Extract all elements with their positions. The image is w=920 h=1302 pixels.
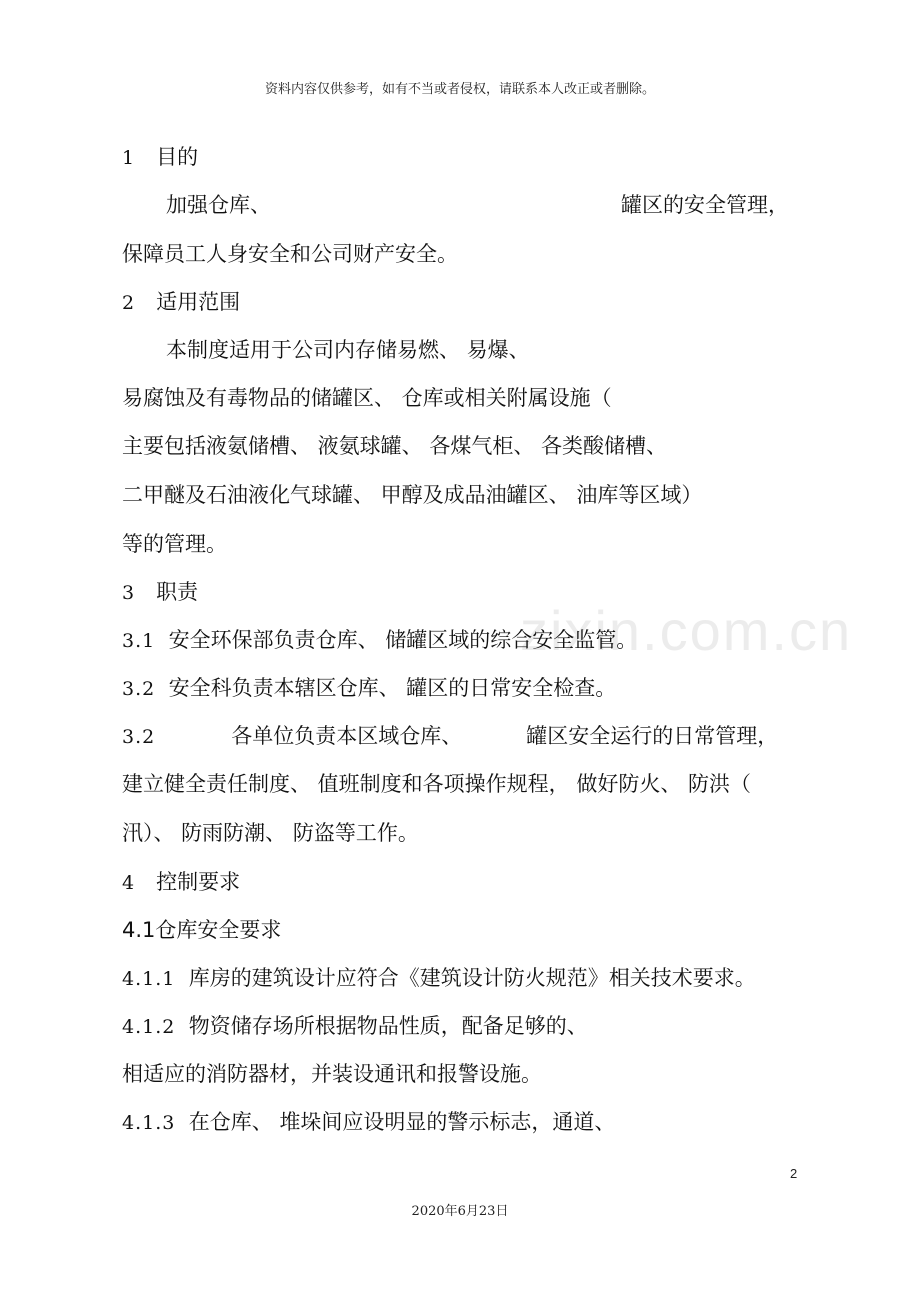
list-item [122, 964, 756, 993]
section-4-heading [122, 868, 240, 897]
list-item [122, 626, 637, 655]
section-number: 2 [122, 292, 135, 314]
section-2-heading [122, 288, 240, 317]
paragraph-line: 相适应的消防器材，并装设通讯和报警设施。 [122, 1062, 542, 1086]
text-run: 加强仓库、 [166, 193, 271, 217]
paragraph-line: 本制度适用于公司内存储易燃、 易爆、 [166, 338, 530, 362]
item-text: 在仓库、 堆垛间应设明显的警示标志，通道、 [188, 1110, 616, 1134]
paragraph-line: 主要包括液氨储槽、 液氨球罐、 各煤气柜、 各类酸储槽、 [122, 434, 668, 458]
paragraph-line: 汛）、 防雨防潮、 防盗等工作。 [122, 821, 419, 845]
paragraph-line: 易腐蚀及有毒物品的储罐区、 仓库或相关附属设施（ [122, 386, 612, 410]
paragraph-line [166, 191, 789, 219]
subsection-heading: 4.1仓库安全要求 [122, 918, 282, 942]
section-title: 控制要求 [156, 870, 241, 894]
section-number: 3 [122, 582, 135, 604]
item-text: 物资储存场所根据物品性质，配备足够的、 [188, 1014, 588, 1038]
list-item [122, 1108, 615, 1137]
header-disclaimer: 资料内容仅供参考，如有不当或者侵权，请联系本人改正或者删除。 [264, 82, 655, 97]
section-1-heading [122, 143, 198, 172]
paragraph-line: 二甲醚及石油液化气球罐、 甲醇及成品油罐区、 油库等区域） [122, 483, 703, 507]
item-text: 安全科负责本辖区仓库、 罐区的日常安全检查。 [168, 676, 617, 700]
watermark: zixin.com.cn [520, 599, 853, 662]
section-title: 适用范围 [156, 290, 241, 314]
item-text: 罐区安全运行的日常管理， [526, 724, 779, 748]
page-number: 2 [790, 1166, 798, 1181]
paragraph-line: 保障员工人身安全和公司财产安全。 [122, 242, 458, 266]
item-number: 4.1.3 [122, 1112, 176, 1134]
item-number: 3.2 [122, 726, 156, 748]
section-3-heading [122, 578, 198, 607]
item-text: 各单位负责本区域仓库、 [231, 724, 463, 748]
item-number: 3.2 [122, 678, 156, 700]
paragraph-line: 建立健全责任制度、 值班制度和各项操作规程， 做好防火、 防洪（ [122, 772, 752, 796]
list-item [122, 1012, 588, 1041]
item-number: 3.1 [122, 630, 156, 652]
footer-date: 2020年6月23日 [411, 1204, 509, 1219]
item-text: 库房的建筑设计应符合《建筑设计防火规范》相关技术要求。 [188, 966, 756, 990]
section-title: 职责 [156, 580, 199, 604]
text-run: 罐区的安全管理， [621, 193, 789, 217]
section-number: 1 [122, 147, 135, 169]
section-title: 目的 [156, 145, 199, 169]
list-item [122, 722, 778, 751]
item-number: 4.1.1 [122, 968, 176, 990]
item-text: 安全环保部负责仓库、 储罐区域的综合安全监管。 [168, 628, 638, 652]
item-number: 4.1.2 [122, 1016, 176, 1038]
paragraph-line: 等的管理。 [122, 532, 227, 556]
list-item [122, 674, 616, 703]
section-number: 4 [122, 872, 135, 894]
